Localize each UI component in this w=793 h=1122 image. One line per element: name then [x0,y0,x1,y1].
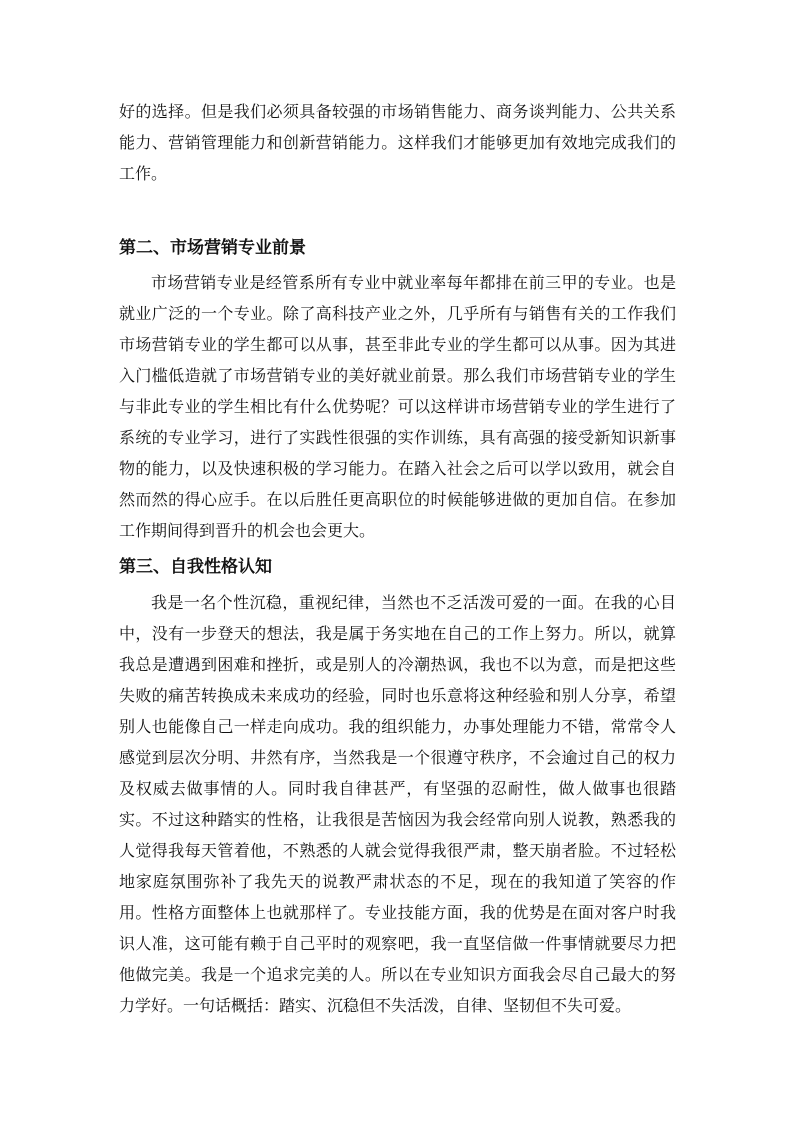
intro-paragraph: 好的选择。但是我们必须具备较强的市场销售能力、商务谈判能力、公共关系能力、营销管理能力和创新营销能力。这样我们才能够更加有效地完成我们的工作。 [119,102,676,183]
section-paragraph-self-personality: 我是一名个性沉稳，重视纪律，当然也不乏活泼可爱的一面。在我的心目中，没有一步登天的想法，我是属于务实地在自己的工作上努力。所以，就算我总是遭遇到困难和挫折，或是别人的冷潮热讽，我也不以为意，而是把这些失败的痛苦转换成未来成功的经验，同时也乐意将这种经验和别人分享，希望别人也能像自己一样走向成功。我的组织能力，办事处理能力不错，常常令人感觉到层次分明、井然有序，当然我是一个很遵守秩序，不会逾过自己的权力及权威去做事情的人。同时我自律甚严，有坚强的忍耐性，做人做事也很踏实。不过这种踏实的性格，让我很是苦恼因为我会经常向别人说教，熟悉我的人觉得我每天管着他，不熟悉的人就会觉得我很严肃，整天崩者脸。不过轻松地家庭氛围弥补了我先天的说教严肃状态的不足，现在的我知道了笑容的作用。性格方面整体上也就那样了。专业技能方面，我的优势是在面对客户时我识人准，这可能有赖于自己平时的观察吧，我一直坚信做一件事情就要尽力把他做完美。我是一个追求完美的人。所以在专业知识方面我会尽自己最大的努力学好。一句话概括：踏实、沉稳但不失活泼，自律、坚韧但不失可爱。 [119,593,676,1015]
section-heading-self-personality: 第三、自我性格认知 [119,557,272,577]
document-page [119,96,676,1021]
section-paragraph-market-prospects: 市场营销专业是经管系所有专业中就业率每年都排在前三甲的专业。也是就业广泛的一个专业。除了高科技产业之外，几乎所有与销售有关的工作我们市场营销专业的学生都可以从事，甚至非此专业的学生都可以从事。因为其进入门槛低造就了市场营销专业的美好就业前景。那么我们市场营销专业的学生与非此专业的学生相比有什么优势呢？可以这样讲市场营销专业的学生进行了系统的专业学习，进行了实践性很强的实作训练，具有高强的接受新知识新事物的能力，以及快速积极的学习能力。在踏入社会之后可以学以致用，就会自然而然的得心应手。在以后胜任更高职位的时候能够进做的更加自信。在参加工作期间得到晋升的机会也会更大。 [119,273,676,540]
section-heading-market-prospects: 第二、市场营销专业前景 [119,238,306,258]
